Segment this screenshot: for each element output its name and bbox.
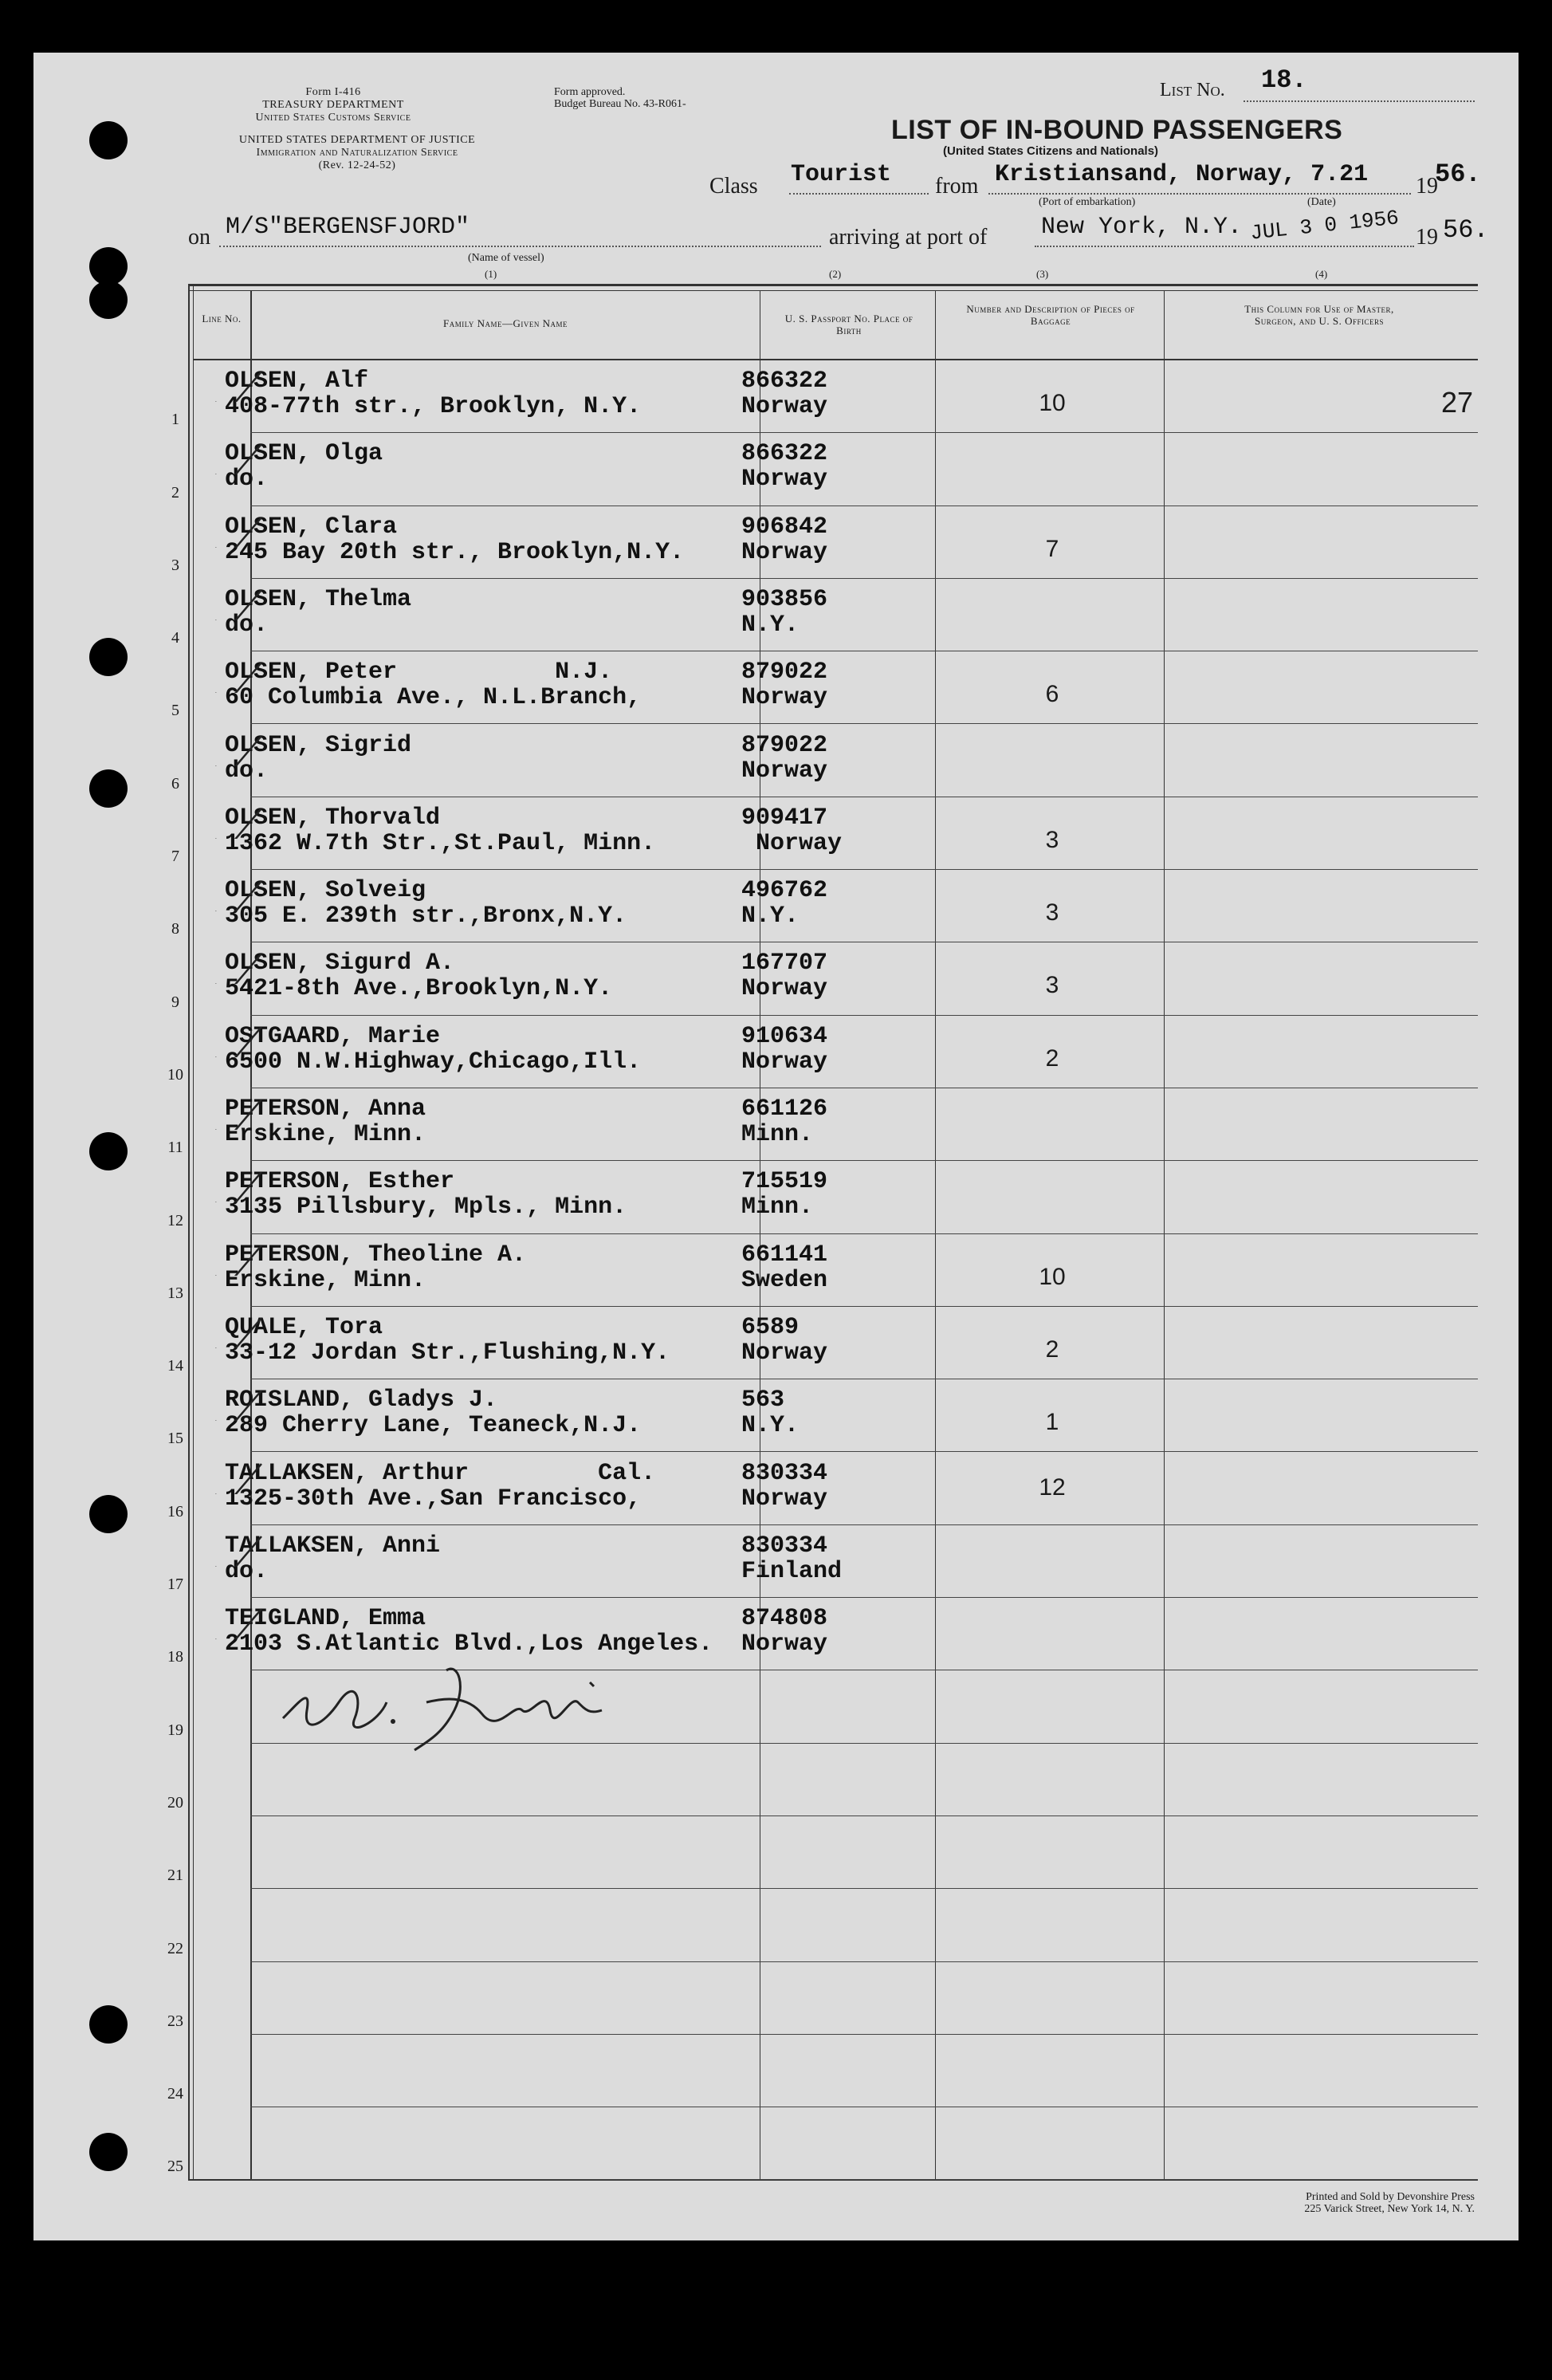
table-row xyxy=(0,1889,1485,1961)
line-number: 7 xyxy=(171,848,179,866)
line-number: 12 xyxy=(167,1211,183,1229)
printer-credit xyxy=(1132,2191,1475,2215)
budget-bureau: Budget Bureau No. 43-R061- xyxy=(554,98,686,110)
table-row xyxy=(0,1453,1485,1525)
arrival-date-stamp: JUL 3 0 1956 xyxy=(1248,206,1401,246)
passport-number: 715519 xyxy=(741,1168,828,1196)
check-mark xyxy=(214,661,269,693)
passenger-name: PETERSON, Esther xyxy=(225,1168,455,1196)
table-row xyxy=(0,1307,1485,1379)
check-mark xyxy=(214,734,269,766)
treasury-department: TREASURY DEPARTMENT xyxy=(262,99,404,111)
passenger-name: OLSEN, Clara xyxy=(225,513,398,541)
baggage-count: 3 xyxy=(1045,899,1059,926)
passport-number: 830334 xyxy=(741,1532,828,1560)
place-of-birth: N.Y. xyxy=(741,611,800,639)
place-of-birth: Norway xyxy=(741,538,828,566)
passport-number: 874808 xyxy=(741,1605,828,1633)
passport-number: 496762 xyxy=(741,877,828,905)
baggage-count: 6 xyxy=(1045,681,1059,708)
passenger-address: 5421-8th Ave.,Brooklyn,N.Y. xyxy=(225,975,613,1003)
line-number: 25 xyxy=(167,2158,183,2176)
form-id-block xyxy=(182,86,485,124)
line-number: 16 xyxy=(167,1502,183,1520)
passenger-name: OLSEN, Solveig xyxy=(225,877,426,905)
place-of-birth: Sweden xyxy=(741,1266,828,1294)
place-of-birth: Minn. xyxy=(741,1194,814,1221)
passenger-name: OLSEN, Sigrid xyxy=(225,731,412,759)
passenger-name: QUALE, Tora xyxy=(225,1313,383,1341)
passport-number: 6589 xyxy=(741,1313,800,1341)
passenger-address: Erskine, Minn. xyxy=(225,1266,426,1294)
line-number: 3 xyxy=(171,556,179,574)
table-row xyxy=(0,360,1485,433)
check-mark xyxy=(214,952,269,984)
line-number: 6 xyxy=(171,774,179,793)
class-label: Class xyxy=(709,174,758,199)
table-row xyxy=(0,725,1485,797)
list-no-label: List No. xyxy=(1160,80,1225,100)
arrival-port: New York, N.Y. xyxy=(1041,214,1243,241)
passenger-address: do. xyxy=(225,757,269,785)
place-of-birth: Finland xyxy=(741,1557,843,1585)
line-number: 18 xyxy=(167,1648,183,1666)
page-title: LIST OF IN-BOUND PASSENGERS xyxy=(891,115,1343,145)
check-mark xyxy=(214,1098,269,1130)
check-mark xyxy=(214,516,269,548)
place-of-birth: Minn. xyxy=(741,1121,814,1148)
check-mark xyxy=(214,370,269,402)
vessel-caption: (Name of vessel) xyxy=(468,252,544,264)
line-number: 11 xyxy=(167,1139,183,1157)
baggage-count: 7 xyxy=(1045,535,1059,562)
baggage-count: 2 xyxy=(1045,1336,1059,1363)
passport-number: 866322 xyxy=(741,368,828,395)
form-approved: Form approved. xyxy=(554,86,626,98)
line-number: 5 xyxy=(171,702,179,720)
place-of-birth: Norway xyxy=(741,1048,828,1076)
check-mark xyxy=(214,1607,269,1639)
passenger-name: OLSEN, Thelma xyxy=(225,585,412,613)
passport-number: 879022 xyxy=(741,731,828,759)
line-number: 17 xyxy=(167,1576,183,1594)
table-row xyxy=(0,1744,1485,1816)
passenger-name: PETERSON, Anna xyxy=(225,1096,426,1123)
line-number: 15 xyxy=(167,1430,183,1448)
passenger-address: 2103 S.Atlantic Blvd.,Los Angeles. xyxy=(225,1631,713,1658)
year-prefix: 19 xyxy=(1416,174,1438,199)
baggage-count: 12 xyxy=(1039,1473,1066,1501)
line-number: 21 xyxy=(167,1867,183,1885)
passenger-address: 408-77th str., Brooklyn, N.Y. xyxy=(225,393,642,420)
passport-number: 830334 xyxy=(741,1459,828,1487)
passenger-name: TALLAKSEN, Arthur Cal. xyxy=(225,1459,656,1487)
table-top-rule xyxy=(188,284,1478,286)
baggage-count: 10 xyxy=(1039,390,1066,416)
passport-number: 167707 xyxy=(741,950,828,978)
table-row xyxy=(0,870,1485,942)
table-row xyxy=(0,942,1485,1015)
passenger-name: OLSEN, Sigurd A. xyxy=(225,950,455,978)
page-subtitle: (United States Citizens and Nationals) xyxy=(943,144,1159,158)
approval-block xyxy=(554,86,686,110)
table-row xyxy=(0,797,1485,870)
col-header-officers: This Column for Use of Master, Surgeon, and U. S. Officers xyxy=(1244,303,1394,327)
on-label: on xyxy=(188,225,210,250)
arrival-year-prefix: 19 xyxy=(1416,225,1438,250)
passenger-name: ROISLAND, Gladys J. xyxy=(225,1387,498,1414)
check-mark xyxy=(214,443,269,474)
passenger-address: 60 Columbia Ave., N.L.Branch, xyxy=(225,684,642,712)
place-of-birth: Norway xyxy=(741,466,828,494)
place-of-birth: Norway xyxy=(741,829,843,857)
baggage-count: 2 xyxy=(1045,1044,1059,1072)
embarkation-value: Kristiansand, Norway, 7.21 xyxy=(995,161,1369,188)
passenger-name: OLSEN, Alf xyxy=(225,368,369,395)
place-of-birth: Norway xyxy=(741,1631,828,1658)
passenger-address: do. xyxy=(225,1557,269,1585)
passport-number: 906842 xyxy=(741,513,828,541)
passenger-name: OLSEN, Olga xyxy=(225,440,383,468)
passenger-address: 289 Cherry Lane, Teaneck,N.J. xyxy=(225,1412,642,1440)
col-header-passport: U. S. Passport No. Place of Birth xyxy=(784,313,914,336)
line-number: 1 xyxy=(171,411,179,429)
table-row xyxy=(0,506,1485,579)
check-mark xyxy=(214,879,269,911)
check-mark xyxy=(214,807,269,839)
line-number: 22 xyxy=(167,1939,183,1957)
line-number: 4 xyxy=(171,629,179,647)
inspector-signature xyxy=(275,1654,618,1758)
passport-number: 661141 xyxy=(741,1241,828,1269)
line-number: 13 xyxy=(167,1284,183,1302)
passenger-address: do. xyxy=(225,466,269,494)
passenger-address: Erskine, Minn. xyxy=(225,1121,426,1148)
place-of-birth: Norway xyxy=(741,684,828,712)
passenger-name: OLSEN, Peter N.J. xyxy=(225,659,613,686)
place-of-birth: N.Y. xyxy=(741,1412,800,1440)
passport-number: 903856 xyxy=(741,585,828,613)
passport-number: 909417 xyxy=(741,804,828,832)
revision-date: (Rev. 12-24-52) xyxy=(318,159,396,171)
table-top-rule-2 xyxy=(188,290,1478,291)
table-row xyxy=(0,2107,1485,2180)
check-mark xyxy=(214,1025,269,1057)
embarkation-line xyxy=(988,193,1411,195)
class-line xyxy=(789,193,929,195)
year-value: 56. xyxy=(1435,159,1481,189)
ins-service: Immigration and Naturalization Service xyxy=(256,147,458,159)
check-mark xyxy=(214,1316,269,1348)
binder-hole xyxy=(89,121,128,159)
line-number: 9 xyxy=(171,993,179,1011)
printer-line-1: Printed and Sold by Devonshire Press xyxy=(1306,2191,1475,2203)
list-no-line xyxy=(1244,100,1475,102)
check-mark xyxy=(214,1389,269,1421)
table-row xyxy=(0,1234,1485,1307)
passport-number: 910634 xyxy=(741,1022,828,1050)
passport-number: 866322 xyxy=(741,440,828,468)
passport-number: 563 xyxy=(741,1387,785,1414)
line-number: 10 xyxy=(167,1065,183,1084)
table-row xyxy=(0,1379,1485,1452)
line-number: 14 xyxy=(167,1357,183,1375)
passport-number: 661126 xyxy=(741,1096,828,1123)
baggage-count: 1 xyxy=(1045,1409,1059,1436)
place-of-birth: Norway xyxy=(741,975,828,1003)
baggage-count: 3 xyxy=(1045,972,1059,999)
check-mark xyxy=(214,1244,269,1276)
table-row xyxy=(0,1525,1485,1598)
check-mark xyxy=(214,1535,269,1567)
table-row xyxy=(0,433,1485,506)
vessel-line xyxy=(219,246,821,247)
passenger-name: TEIGLAND, Emma xyxy=(225,1605,426,1633)
passport-number: 879022 xyxy=(741,659,828,686)
col-num-1: (1) xyxy=(485,268,497,280)
line-number: 23 xyxy=(167,2012,183,2030)
table-row xyxy=(0,1670,1485,1743)
check-mark xyxy=(214,1170,269,1202)
class-value: Tourist xyxy=(791,161,892,188)
table-row xyxy=(0,651,1485,724)
line-number: 19 xyxy=(167,1721,183,1739)
table-row xyxy=(0,579,1485,651)
col-num-4: (4) xyxy=(1315,268,1328,280)
passenger-address: 6500 N.W.Highway,Chicago,Ill. xyxy=(225,1048,642,1076)
col-header-baggage: Number and Description of Pieces of Baggage xyxy=(966,303,1135,327)
table-row xyxy=(0,1816,1485,1889)
table-row xyxy=(0,1088,1485,1161)
check-mark xyxy=(214,588,269,620)
table-row xyxy=(0,1016,1485,1088)
arrival-year: 56. xyxy=(1443,215,1489,245)
passenger-address: do. xyxy=(225,611,269,639)
col-num-2: (2) xyxy=(829,268,842,280)
table-row xyxy=(0,2035,1485,2107)
date-caption: (Date) xyxy=(1307,196,1336,208)
place-of-birth: Norway xyxy=(741,393,828,420)
passenger-address: 1325-30th Ave.,San Francisco, xyxy=(225,1485,642,1513)
line-number: 8 xyxy=(171,920,179,938)
line-number: 24 xyxy=(167,2085,183,2103)
customs-service: United States Customs Service xyxy=(255,112,411,124)
col-num-3: (3) xyxy=(1036,268,1049,280)
list-no-value: 18. xyxy=(1261,65,1307,95)
place-of-birth: Norway xyxy=(741,757,828,785)
passenger-name: PETERSON, Theoline A. xyxy=(225,1241,527,1269)
passenger-name: TALLAKSEN, Anni xyxy=(225,1532,441,1560)
passenger-name: OSTGAARD, Marie xyxy=(225,1022,441,1050)
arriving-label: arriving at port of xyxy=(829,225,988,250)
col-header-line-no: Line No. xyxy=(202,313,242,325)
baggage-count: 10 xyxy=(1039,1263,1066,1290)
binder-hole xyxy=(89,247,128,285)
line-number: 20 xyxy=(167,1793,183,1812)
officer-note: 27 xyxy=(1441,386,1474,419)
binder-hole xyxy=(89,281,128,319)
place-of-birth: Norway xyxy=(741,1339,828,1367)
passenger-address: 1362 W.7th Str.,St.Paul, Minn. xyxy=(225,829,656,857)
row-rule xyxy=(250,2179,1478,2180)
justice-department: UNITED STATES DEPARTMENT OF JUSTICE xyxy=(238,134,476,146)
table-row xyxy=(0,1161,1485,1233)
check-mark xyxy=(214,1462,269,1494)
place-of-birth: Norway xyxy=(741,1485,828,1513)
arrival-line xyxy=(1035,246,1414,247)
from-label: from xyxy=(935,174,979,199)
table-row xyxy=(0,1962,1485,2035)
form-number: Form I-416 xyxy=(305,86,361,98)
passenger-address: 33-12 Jordan Str.,Flushing,N.Y. xyxy=(225,1339,670,1367)
embarkation-caption: (Port of embarkation) xyxy=(1039,196,1136,208)
passenger-address: 3135 Pillsbury, Mpls., Minn. xyxy=(225,1194,627,1221)
baggage-count: 3 xyxy=(1045,826,1059,853)
passenger-address: 245 Bay 20th str., Brooklyn,N.Y. xyxy=(225,538,685,566)
place-of-birth: N.Y. xyxy=(741,903,800,930)
passenger-address: 305 E. 239th str.,Bronx,N.Y. xyxy=(225,903,627,930)
passenger-name: OLSEN, Thorvald xyxy=(225,804,441,832)
col-header-name: Family Name—Given Name xyxy=(443,317,568,329)
printer-line-2: 225 Varick Street, New York 14, N. Y. xyxy=(1304,2203,1475,2215)
table-row xyxy=(0,1598,1485,1670)
justice-block xyxy=(182,134,532,172)
vessel-name: M/S"BERGENSFJORD" xyxy=(226,214,470,241)
line-number: 2 xyxy=(171,483,179,502)
